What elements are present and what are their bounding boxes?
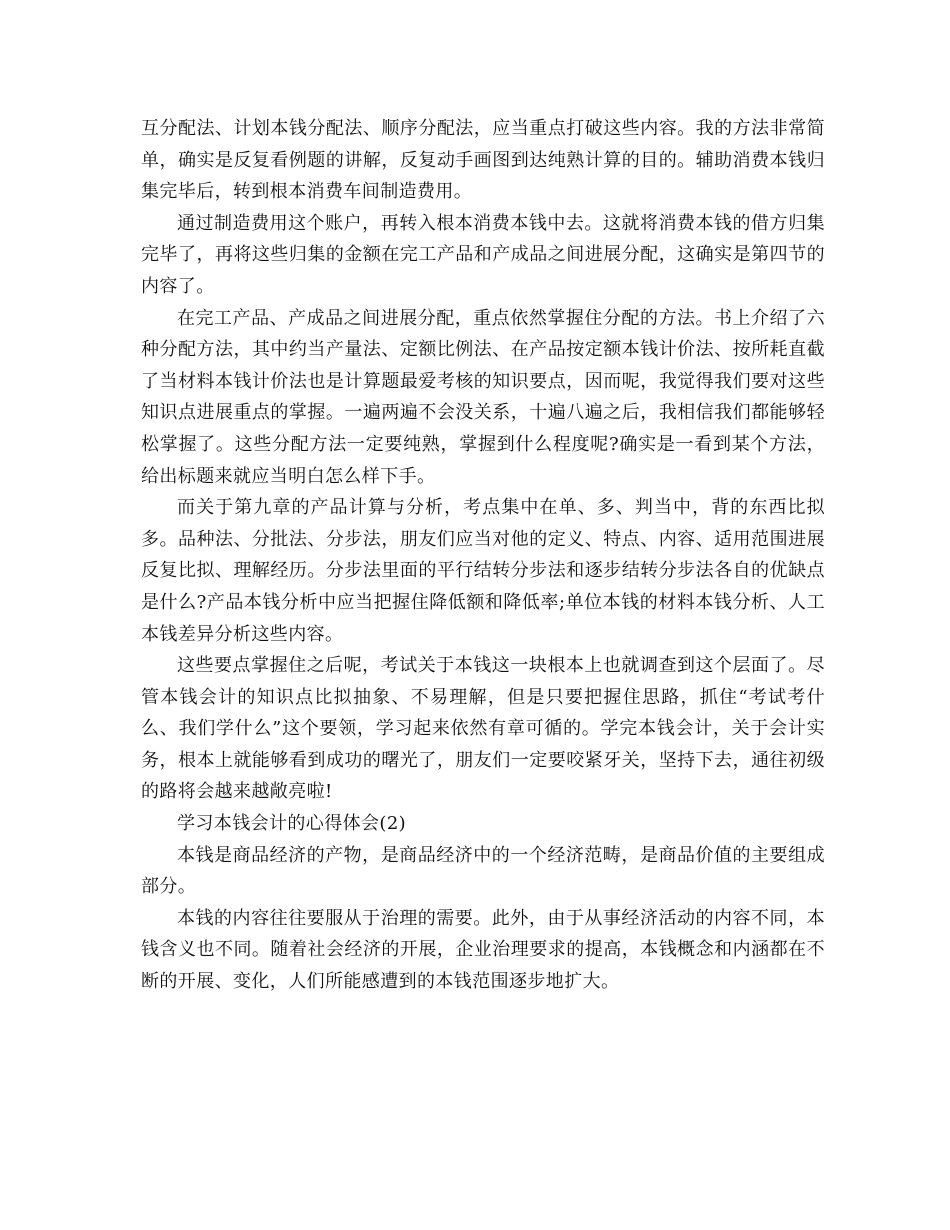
paragraph-7: 本钱的内容往往要服从于治理的需要。此外，由于从事经济活动的内容不同，本钱含义也不同。随着社会经济的开展，企业治理要求的提高，本钱概念和内涵都在不断的开展、变化，人们所能感遭到的本钱范围逐步地扩大。	[141, 907, 825, 993]
section-title: 学习本钱会计的心得体会(2)	[177, 813, 407, 835]
paragraph-1: 互分配法、计划本钱分配法、顺序分配法，应当重点打破这些内容。我的方法非常简单，确实是反复看例题的讲解，反复动手画图到达纯熟计算的目的。辅助消费本钱归集完毕后，转到根本消费车间制造费用。	[141, 118, 825, 203]
paragraph-6: 本钱是商品经济的产物，是商品经济中的一个经济范畴，是商品价值的主要组成部分。	[141, 844, 825, 898]
paragraph-4: 而关于第九章的产品计算与分析，考点集中在单、多、判当中，背的东西比拟多。品种法、分批法、分步法，朋友们应当对他的定义、特点、内容、适用范围进展反复比拟、理解经历。分步法里面的平行结转分步法和逐步结转分步法各自的优缺点是什么?产品本钱分析中应当把握住降低额和降低率;单位本钱的材料本钱分析、人工本钱差异分析这些内容。	[141, 497, 825, 645]
paragraph-2: 通过制造费用这个账户，再转入根本消费本钱中去。这就将消费本钱的借方归集完毕了，再将这些归集的金额在完工产品和产成品之间进展分配，这确实是第四节的内容了。	[141, 212, 825, 297]
paragraph-3: 在完工产品、产成品之间进展分配，重点依然掌握住分配的方法。书上介绍了六种分配方法，其中约当产量法、定额比例法、在产品按定额本钱计价法、按所耗直截了当材料本钱计价法也是计算题最爱考核的知识要点，因而呢，我觉得我们要对这些知识点进展重点的掌握。一遍两遍不会没关系，十遍八遍之后，我相信我们都能够轻松掌握了。这些分配方法一定要纯熟，掌握到什么程度呢?确实是一看到某个方法，给出标题来就应当明白怎么样下手。	[141, 307, 825, 487]
paragraph-5: 这些要点掌握住之后呢，考试关于本钱这一块根本上也就调查到这个层面了。尽管本钱会计的知识点比拟抽象、不易理解，但是只要把握住思路，抓住“考试考什么、我们学什么”这个要领，学习起来依然有章可循的。学完本钱会计，关于会计实务，根本上就能够看到成功的曙光了，朋友们一定要咬紧牙关，坚持下去，通往初级的路将会越来越敞亮啦!	[141, 655, 825, 803]
document-body	[141, 113, 825, 998]
